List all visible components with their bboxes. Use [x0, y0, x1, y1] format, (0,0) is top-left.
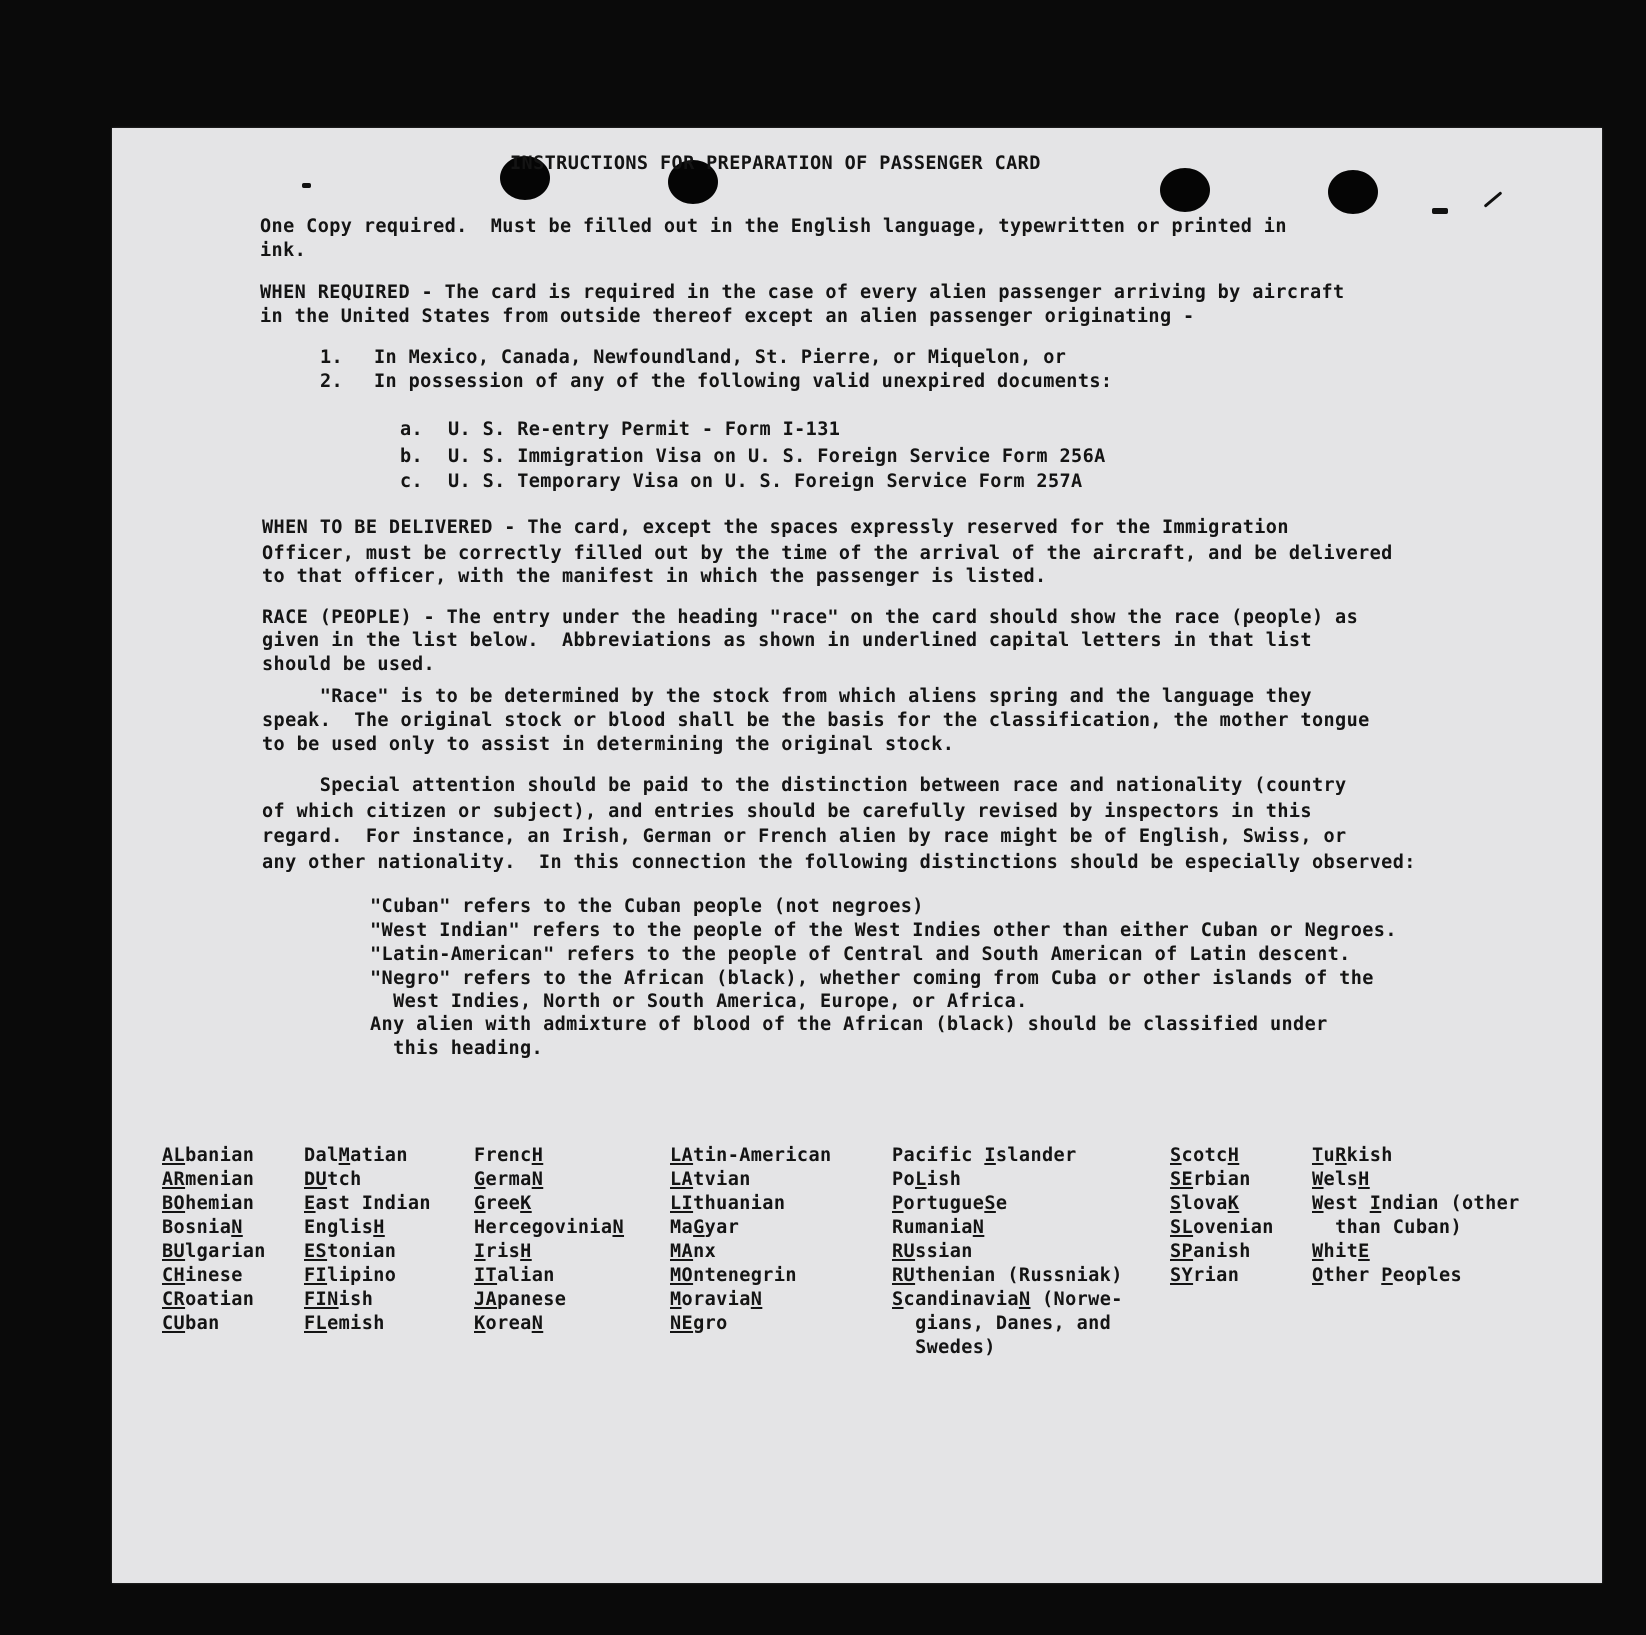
- race-text: hit: [1323, 1241, 1359, 1262]
- race-abbreviation: FIN: [304, 1289, 339, 1310]
- race-list-item: [670, 1288, 832, 1312]
- race-text: ssian: [915, 1241, 973, 1262]
- race-list-item: [474, 1192, 624, 1216]
- race-abbreviation: FL: [304, 1313, 328, 1334]
- race-abbreviation: H: [520, 1241, 532, 1262]
- race-abbreviation: SY: [1170, 1265, 1194, 1286]
- race-text: lova: [1181, 1193, 1228, 1214]
- race-text: Frenc: [474, 1145, 532, 1166]
- race-list-item: [1170, 1144, 1274, 1168]
- race-abbreviation: G: [693, 1217, 705, 1238]
- document-sheet: [112, 128, 1602, 1583]
- race-text: gians, Danes, and: [892, 1313, 1112, 1334]
- race-abbreviation: S: [1170, 1145, 1182, 1166]
- race-text: oravia: [681, 1289, 751, 1310]
- race-abbreviation: H: [373, 1217, 385, 1238]
- race-list-item: [474, 1288, 624, 1312]
- race-text: els: [1323, 1169, 1359, 1190]
- race-text: panese: [497, 1289, 567, 1310]
- race-text: lipino: [327, 1265, 397, 1286]
- race-list-item: [304, 1192, 431, 1216]
- race-list-column: [1170, 1144, 1274, 1288]
- race-text: lgarian: [185, 1241, 266, 1262]
- race-list-item: [474, 1264, 624, 1288]
- race-abbreviation: P: [892, 1193, 904, 1214]
- race-heading-line: RACE (PEOPLE) - The entry under the heading "race" on the card should show the race (people) as: [262, 607, 1359, 628]
- race-abbreviation: N: [750, 1289, 763, 1310]
- numbered-item-text: In Mexico, Canada, Newfoundland, St. Pierre, or Miquelon, or: [374, 347, 1067, 368]
- race-list-item: [1312, 1192, 1520, 1216]
- race-list-item: [304, 1144, 431, 1168]
- race-list-item: [304, 1216, 431, 1240]
- race-text: tch: [327, 1169, 362, 1190]
- race-list-item: [304, 1312, 431, 1336]
- race-text: yar: [704, 1217, 740, 1238]
- race-list-item: [474, 1216, 624, 1240]
- race-abbreviation: H: [1358, 1169, 1370, 1190]
- race-list-item: [892, 1336, 1123, 1360]
- race-list-item: [1312, 1240, 1520, 1264]
- race-text: than Cuban): [1312, 1217, 1462, 1238]
- race-heading-line: given in the list below. Abbreviations as shown in underlined capital letters in that list: [262, 630, 1312, 651]
- race-list-item: [304, 1264, 431, 1288]
- race-abbreviation: N: [531, 1313, 544, 1334]
- race-abbreviation: RU: [892, 1241, 916, 1262]
- when-delivered-line: WHEN TO BE DELIVERED - The card, except the spaces expressly reserved for the Immigration: [262, 517, 1289, 538]
- distinction-line: "Latin-American" refers to the people of Central and South American of Latin descent.: [370, 944, 1351, 965]
- race-list-column: [304, 1144, 431, 1336]
- race-list-item: [670, 1168, 832, 1192]
- race-text: ris: [485, 1241, 521, 1262]
- race-text: rian: [1193, 1265, 1240, 1286]
- race-text: anish: [1193, 1241, 1251, 1262]
- special-attention-line: regard. For instance, an Irish, German or French alien by race might be of English, Swiss, or: [262, 826, 1347, 847]
- document-item-text: U. S. Temporary Visa on U. S. Foreign Service Form 257A: [448, 471, 1083, 492]
- distinction-line: Any alien with admixture of blood of the African (black) should be classified under: [370, 1014, 1328, 1035]
- race-list-item: [1312, 1264, 1520, 1288]
- race-text: Englis: [304, 1217, 374, 1238]
- race-abbreviation: LA: [670, 1169, 694, 1190]
- race-text: ish: [926, 1169, 962, 1190]
- race-abbreviation: BO: [162, 1193, 186, 1214]
- race-abbreviation: N: [1018, 1289, 1031, 1310]
- race-text: ast Indian: [315, 1193, 431, 1214]
- race-abbreviation: N: [972, 1217, 985, 1238]
- ink-speck: [1432, 208, 1448, 214]
- race-list-item: [162, 1216, 266, 1240]
- race-list-item: [892, 1144, 1123, 1168]
- race-text: emish: [327, 1313, 385, 1334]
- punch-hole: [1328, 170, 1378, 214]
- race-abbreviation: CU: [162, 1313, 186, 1334]
- race-text: nx: [693, 1241, 717, 1262]
- race-abbreviation: S: [892, 1289, 904, 1310]
- race-definition-line: to be used only to assist in determining the original stock.: [262, 734, 955, 755]
- race-list-column: [670, 1144, 832, 1336]
- race-text: est: [1323, 1193, 1370, 1214]
- special-attention-line: any other nationality. In this connection the following distinctions should be especially observed:: [262, 852, 1416, 873]
- race-list-item: [1170, 1216, 1274, 1240]
- race-list-item: [162, 1144, 266, 1168]
- race-text: ovenian: [1193, 1217, 1274, 1238]
- race-list-item: [1170, 1264, 1274, 1288]
- race-text: Hercegovinia: [474, 1217, 613, 1238]
- race-abbreviation: SL: [1170, 1217, 1194, 1238]
- numbered-item-number: 2.: [320, 371, 344, 392]
- race-text: tonian: [327, 1241, 397, 1262]
- when-required-line: WHEN REQUIRED - The card is required in the case of every alien passenger arriving by aircraft: [260, 282, 1345, 303]
- distinction-line: "Cuban" refers to the Cuban people (not negroes): [370, 896, 924, 917]
- race-text: ortugue: [903, 1193, 985, 1214]
- race-abbreviation: CR: [162, 1289, 186, 1310]
- distinction-line: this heading.: [370, 1038, 544, 1059]
- race-list-item: [1312, 1144, 1520, 1168]
- race-abbreviation: R: [1335, 1145, 1347, 1166]
- distinction-line: "West Indian" refers to the people of the West Indies other than either Cuban or Negroes.: [370, 920, 1397, 941]
- race-list-item: [474, 1312, 624, 1336]
- race-text: slander: [995, 1145, 1077, 1166]
- race-list-item: [892, 1312, 1123, 1336]
- special-attention-line: Special attention should be paid to the distinction between race and nationality (country: [262, 775, 1347, 796]
- race-list-item: [1170, 1192, 1274, 1216]
- ink-speck: [302, 183, 311, 188]
- race-abbreviation: E: [1358, 1241, 1370, 1262]
- race-abbreviation: LI: [670, 1193, 694, 1214]
- race-abbreviation: N: [531, 1169, 544, 1190]
- intro-line: One Copy required. Must be filled out in the English language, typewritten or printed in: [260, 216, 1287, 237]
- race-list-item: [670, 1216, 832, 1240]
- race-list-item: [1312, 1168, 1520, 1192]
- race-text: atian: [350, 1145, 408, 1166]
- race-abbreviation: G: [474, 1169, 486, 1190]
- document-item-text: U. S. Immigration Visa on U. S. Foreign Service Form 256A: [448, 446, 1106, 467]
- document-title: INSTRUCTIONS FOR PREPARATION OF PASSENGER CARD: [510, 153, 1041, 174]
- race-list-item: [162, 1288, 266, 1312]
- race-text: rbian: [1193, 1169, 1251, 1190]
- numbered-item-text: In possession of any of the following valid unexpired documents:: [374, 371, 1113, 392]
- race-text: thuanian: [693, 1193, 786, 1214]
- race-abbreviation: W: [1312, 1169, 1324, 1190]
- race-abbreviation: K: [474, 1313, 486, 1334]
- race-list-item: [162, 1192, 266, 1216]
- race-abbreviation: AL: [162, 1145, 186, 1166]
- race-abbreviation: S: [984, 1193, 996, 1214]
- race-text: menian: [185, 1169, 255, 1190]
- race-list-item: [474, 1144, 624, 1168]
- when-required-line: in the United States from outside thereof except an alien passenger originating -: [260, 306, 1195, 327]
- race-text: ree: [485, 1193, 521, 1214]
- race-list-column: [162, 1144, 266, 1336]
- race-abbreviation: BU: [162, 1241, 186, 1262]
- race-text: cotc: [1181, 1145, 1228, 1166]
- race-abbreviation: M: [338, 1145, 351, 1166]
- race-text: (Norwe-: [1030, 1289, 1123, 1310]
- race-list-item: [304, 1240, 431, 1264]
- distinction-line: West Indies, North or South America, Europe, or Africa.: [370, 991, 1028, 1012]
- race-abbreviation: H: [531, 1145, 544, 1166]
- race-list-item: [892, 1216, 1123, 1240]
- race-abbreviation: FI: [304, 1265, 328, 1286]
- document-item-letter: b.: [400, 446, 424, 467]
- distinction-line: "Negro" refers to the African (black), whether coming from Cuba or other islands of the: [370, 968, 1374, 989]
- race-abbreviation: JA: [474, 1289, 498, 1310]
- race-list-item: [1170, 1168, 1274, 1192]
- race-text: ban: [185, 1313, 220, 1334]
- numbered-item-number: 1.: [320, 347, 344, 368]
- race-abbreviation: E: [304, 1193, 316, 1214]
- race-list-item: [670, 1312, 832, 1336]
- race-list-item: [162, 1240, 266, 1264]
- race-list-item: [892, 1168, 1123, 1192]
- race-abbreviation: DU: [304, 1169, 328, 1190]
- document-item-text: U. S. Re-entry Permit - Form I-131: [448, 419, 841, 440]
- race-abbreviation: NE: [670, 1313, 694, 1334]
- ink-speck: [1484, 191, 1503, 207]
- race-list-item: [670, 1144, 832, 1168]
- race-abbreviation: MO: [670, 1265, 694, 1286]
- race-text: kish: [1346, 1145, 1393, 1166]
- race-abbreviation: AR: [162, 1169, 186, 1190]
- race-list-column: [474, 1144, 624, 1336]
- race-abbreviation: P: [1381, 1265, 1393, 1286]
- race-text: inese: [185, 1265, 243, 1286]
- race-text: gro: [693, 1313, 728, 1334]
- race-abbreviation: G: [474, 1193, 486, 1214]
- race-text: oatian: [185, 1289, 255, 1310]
- race-text: banian: [185, 1145, 255, 1166]
- race-text: Po: [892, 1169, 916, 1190]
- race-abbreviation: H: [1227, 1145, 1240, 1166]
- race-abbreviation: N: [231, 1217, 243, 1238]
- race-abbreviation: ES: [304, 1241, 328, 1262]
- race-abbreviation: K: [1227, 1193, 1240, 1214]
- race-text: orea: [485, 1313, 532, 1334]
- race-text: erma: [485, 1169, 532, 1190]
- race-list-item: [474, 1240, 624, 1264]
- race-abbreviation: I: [474, 1241, 486, 1262]
- race-abbreviation: M: [670, 1289, 682, 1310]
- race-abbreviation: L: [915, 1169, 927, 1190]
- when-delivered-line: to that officer, with the manifest in which the passenger is listed.: [262, 566, 1047, 587]
- race-text: Pacific: [892, 1145, 985, 1166]
- race-list-item: [892, 1192, 1123, 1216]
- race-text: Bosnia: [162, 1217, 232, 1238]
- race-text: ther: [1323, 1265, 1382, 1286]
- race-definition-line: speak. The original stock or blood shall be the basis for the classification, the mother tongue: [262, 710, 1370, 731]
- race-list-item: [162, 1312, 266, 1336]
- race-heading-line: should be used.: [262, 654, 436, 675]
- race-abbreviation: SE: [1170, 1169, 1194, 1190]
- race-abbreviation: N: [612, 1217, 625, 1238]
- race-text: ndian (other: [1381, 1193, 1520, 1214]
- race-list-column: [892, 1144, 1123, 1360]
- race-list-item: [670, 1240, 832, 1264]
- race-list-item: [1170, 1240, 1274, 1264]
- race-list-column: [1312, 1144, 1520, 1288]
- race-text: Dal: [304, 1145, 339, 1166]
- race-list-item: [892, 1240, 1123, 1264]
- race-text: Swedes): [892, 1337, 996, 1358]
- race-abbreviation: MA: [670, 1241, 694, 1262]
- race-abbreviation: I: [1369, 1193, 1382, 1214]
- race-abbreviation: I: [984, 1145, 996, 1166]
- race-abbreviation: W: [1312, 1193, 1324, 1214]
- race-text: hemian: [185, 1193, 255, 1214]
- race-abbreviation: S: [1170, 1193, 1182, 1214]
- document-item-letter: a.: [400, 419, 424, 440]
- race-list-item: [892, 1264, 1123, 1288]
- race-text: tin-American: [693, 1145, 832, 1166]
- race-abbreviation: CH: [162, 1265, 186, 1286]
- when-delivered-line: Officer, must be correctly filled out by the time of the arrival of the aircraft, and be delivered: [262, 543, 1393, 564]
- race-abbreviation: LA: [670, 1145, 694, 1166]
- race-list-item: [670, 1192, 832, 1216]
- race-list-item: [1312, 1216, 1520, 1240]
- race-text: thenian (Russniak): [915, 1265, 1123, 1286]
- intro-line: ink.: [260, 240, 307, 261]
- race-abbreviation: IT: [474, 1265, 498, 1286]
- race-text: candinavia: [903, 1289, 1019, 1310]
- race-definition-line: "Race" is to be determined by the stock from which aliens spring and the language they: [262, 686, 1312, 707]
- race-abbreviation: W: [1312, 1241, 1324, 1262]
- race-text: alian: [497, 1265, 555, 1286]
- race-text: e: [995, 1193, 1008, 1214]
- race-text: Ma: [670, 1217, 694, 1238]
- race-list-item: [304, 1168, 431, 1192]
- race-list-item: [892, 1288, 1123, 1312]
- race-list-item: [304, 1288, 431, 1312]
- race-list-item: [474, 1168, 624, 1192]
- race-text: u: [1323, 1145, 1336, 1166]
- punch-hole: [1160, 168, 1210, 212]
- special-attention-line: of which citizen or subject), and entries should be carefully revised by inspectors in this: [262, 801, 1312, 822]
- race-list-item: [162, 1264, 266, 1288]
- race-abbreviation: SP: [1170, 1241, 1194, 1262]
- race-abbreviation: RU: [892, 1265, 916, 1286]
- race-abbreviation: O: [1312, 1265, 1324, 1286]
- document-item-letter: c.: [400, 471, 424, 492]
- race-text: ntenegrin: [693, 1265, 797, 1286]
- race-text: eoples: [1392, 1265, 1463, 1286]
- race-list-item: [670, 1264, 832, 1288]
- race-text: ish: [338, 1289, 374, 1310]
- race-text: Rumania: [892, 1217, 973, 1238]
- race-text: tvian: [693, 1169, 751, 1190]
- race-list-item: [162, 1168, 266, 1192]
- race-abbreviation: K: [520, 1193, 532, 1214]
- race-abbreviation: T: [1312, 1145, 1324, 1166]
